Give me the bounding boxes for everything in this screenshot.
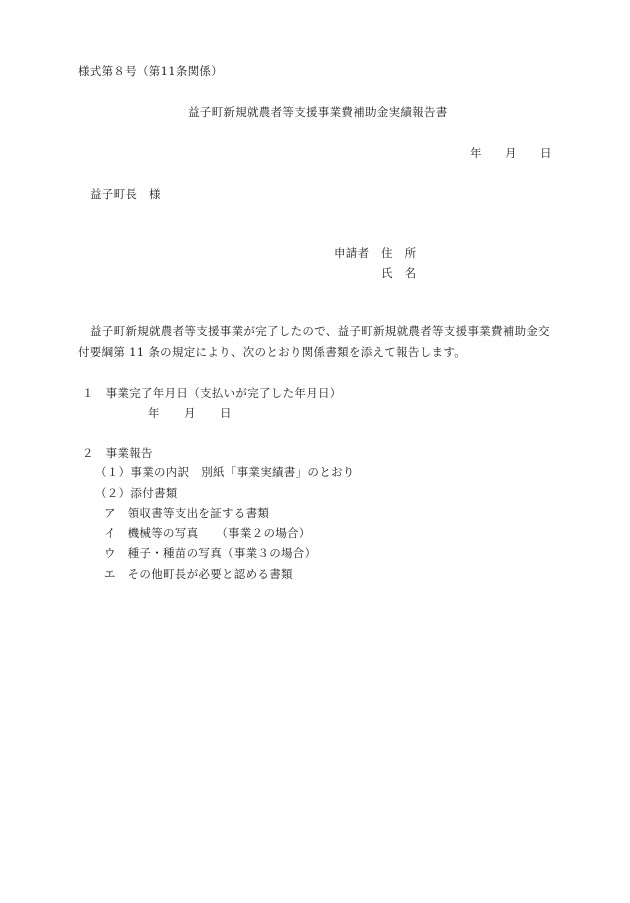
section1-heading: １ 事業完了年月日（支払いが完了した年月日） bbox=[82, 386, 342, 400]
section2-heading: ２ 事業報告 bbox=[82, 446, 153, 460]
completion-year-label: 年 bbox=[148, 406, 160, 420]
applicant-label: 申請者 bbox=[334, 246, 370, 260]
date-month-label: 月 bbox=[505, 146, 517, 160]
date-year-label: 年 bbox=[470, 146, 482, 160]
body-text-line: 付要綱第 11 条の規定により、次のとおり関係書類を添えて報告します。 bbox=[78, 345, 467, 359]
report-item: （２）添付書類 bbox=[95, 486, 178, 500]
completion-month-label: 月 bbox=[184, 406, 196, 420]
address-label: 住 所 bbox=[381, 246, 417, 260]
attachment-item: ア 領収書等支出を証する書類 bbox=[104, 506, 270, 520]
name-label: 氏 名 bbox=[381, 266, 417, 280]
report-item: （１）事業の内訳 別紙「事業実績書」のとおり bbox=[95, 465, 355, 479]
form-number: 様式第８号（第11条関係） bbox=[78, 64, 224, 78]
attachment-item: ウ 種子・種苗の写真（事業３の場合） bbox=[104, 546, 317, 560]
attachment-item: エ その他町長が必要と認める書類 bbox=[104, 567, 293, 581]
date-day-label: 日 bbox=[540, 146, 552, 160]
recipient: 益子町長 様 bbox=[90, 187, 161, 201]
completion-day-label: 日 bbox=[220, 406, 232, 420]
document-title: 益子町新規就農者等支援事業費補助金実績報告書 bbox=[188, 105, 448, 119]
attachment-item: イ 機械等の写真 （事業２の場合） bbox=[104, 526, 311, 540]
body-text-line: 益子町新規就農者等支援事業が完了したので、益子町新規就農者等支援事業費補助金交 bbox=[90, 324, 550, 338]
